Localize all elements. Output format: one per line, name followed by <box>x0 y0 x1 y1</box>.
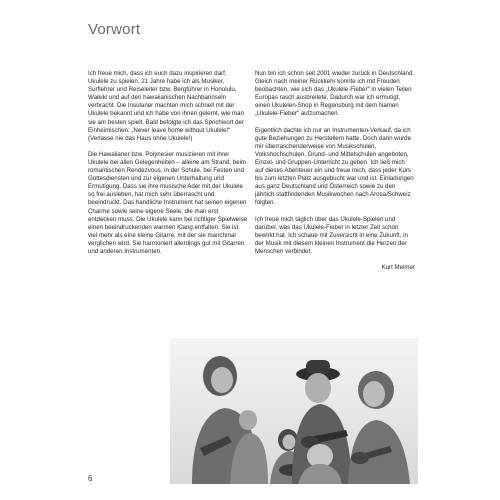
paragraph: Nun bin ich schon seit 2001 wieder zurück in Deutschland. Gleich nach meiner Rückkehr konnte ich mit Freuden beobachten, wie sich das „Ukulele-Fieber“ in vielen Teilen Europas rasch ausbreitete. Dadurch war ich ermutigt, einen Ukulelen-Shop in Regensburg mit dem Namen „Ukulele-Fieber“ aufzumachen. <box>255 70 415 118</box>
paragraph: Die Hawaiianer bzw. Polynesier musizieren mit ihrer Ukulele bei allen Gelegenheiten – alleine am Strand, beim romantischen Rendezvous, in der Schule, bei Festen und Gottesdiensten und zur eigenen Unterhaltung und Ermutigung. Dass sie ihre musische Ader mit der Ukulele so frei ausleben, hat mich sehr überrascht und beeindruckt. Das handliche Instrument hat seinen eigenen Charme sowie seine eigene Seele, die man erst entdecken muss. Die Ukulele kann bei richtiger Spielweise einen beeindruckenden warmen Klang entfalten. Sie ist viel mehr als eine kleine Gitarre, mit der sie manchmal verglichen wird. Sie harmoniert allerdings gut mit Gitarren und anderen Instrumenten. <box>88 150 248 255</box>
paragraph: Ich freue mich, dass ich euch dazu inspirieren darf, Ukulele zu spielen. 21 Jahre habe ich als Musiker, Surflehrer und Reiseleiter bzw. Bergführer in Honolulu, Waikiki und auf den hawaiianischen Nachbarinseln verbracht. Die Insulaner machten mich schnell mit der Ukulele bekannt und ich habe von ihnen gelernt, wie man sie am besten spielt. Bald befolgte ich das Sprichwort der Einheimischen: „Never leave home without Ukulele!“ (Verlasse nie das Haus ohne Ukulele!) <box>88 70 245 142</box>
author-signature: Kurt Meimer <box>381 263 415 271</box>
paragraph: Ich freue mich täglich über das Ukulele-Spielen und darüber, was das Ukulele-Fieber in letzter Zeit schon bewirkt hat. Ich schaue mit Zuversicht in eine Zukunft, in der Musik mit diesem kleinen Instrument die Herzen der Menschen verbindet. <box>255 215 408 255</box>
right-text-column <box>255 70 415 280</box>
group-photo-ukulele-players <box>170 338 418 484</box>
left-text-column <box>88 70 248 264</box>
page-title: Vorwort <box>88 21 141 38</box>
page-number: 6 <box>88 474 93 483</box>
paragraph: Eigentlich dachte ich nur an Instrumenten-Verkauf, da ich gute Beziehungen zu Herstellern hatte. Doch dann wurde mir überraschenderweise von Musikschulen, Volkshochschulen, Grund- und Mittelschulen angeboten, Einzel- und Gruppen-Unterricht zu geben. Ich ließ mich auf dieses Abenteuer ein und freue mich, dass jeder Kurs bis zum letzten Platz ausgebucht war und ist. Einladungen aus ganz Deutschland und Österreich sowie zu den jährlich stattfindenden Musikwochen nach Arosa/Schweiz folgten. <box>255 126 414 207</box>
photo-illustration <box>170 338 418 484</box>
